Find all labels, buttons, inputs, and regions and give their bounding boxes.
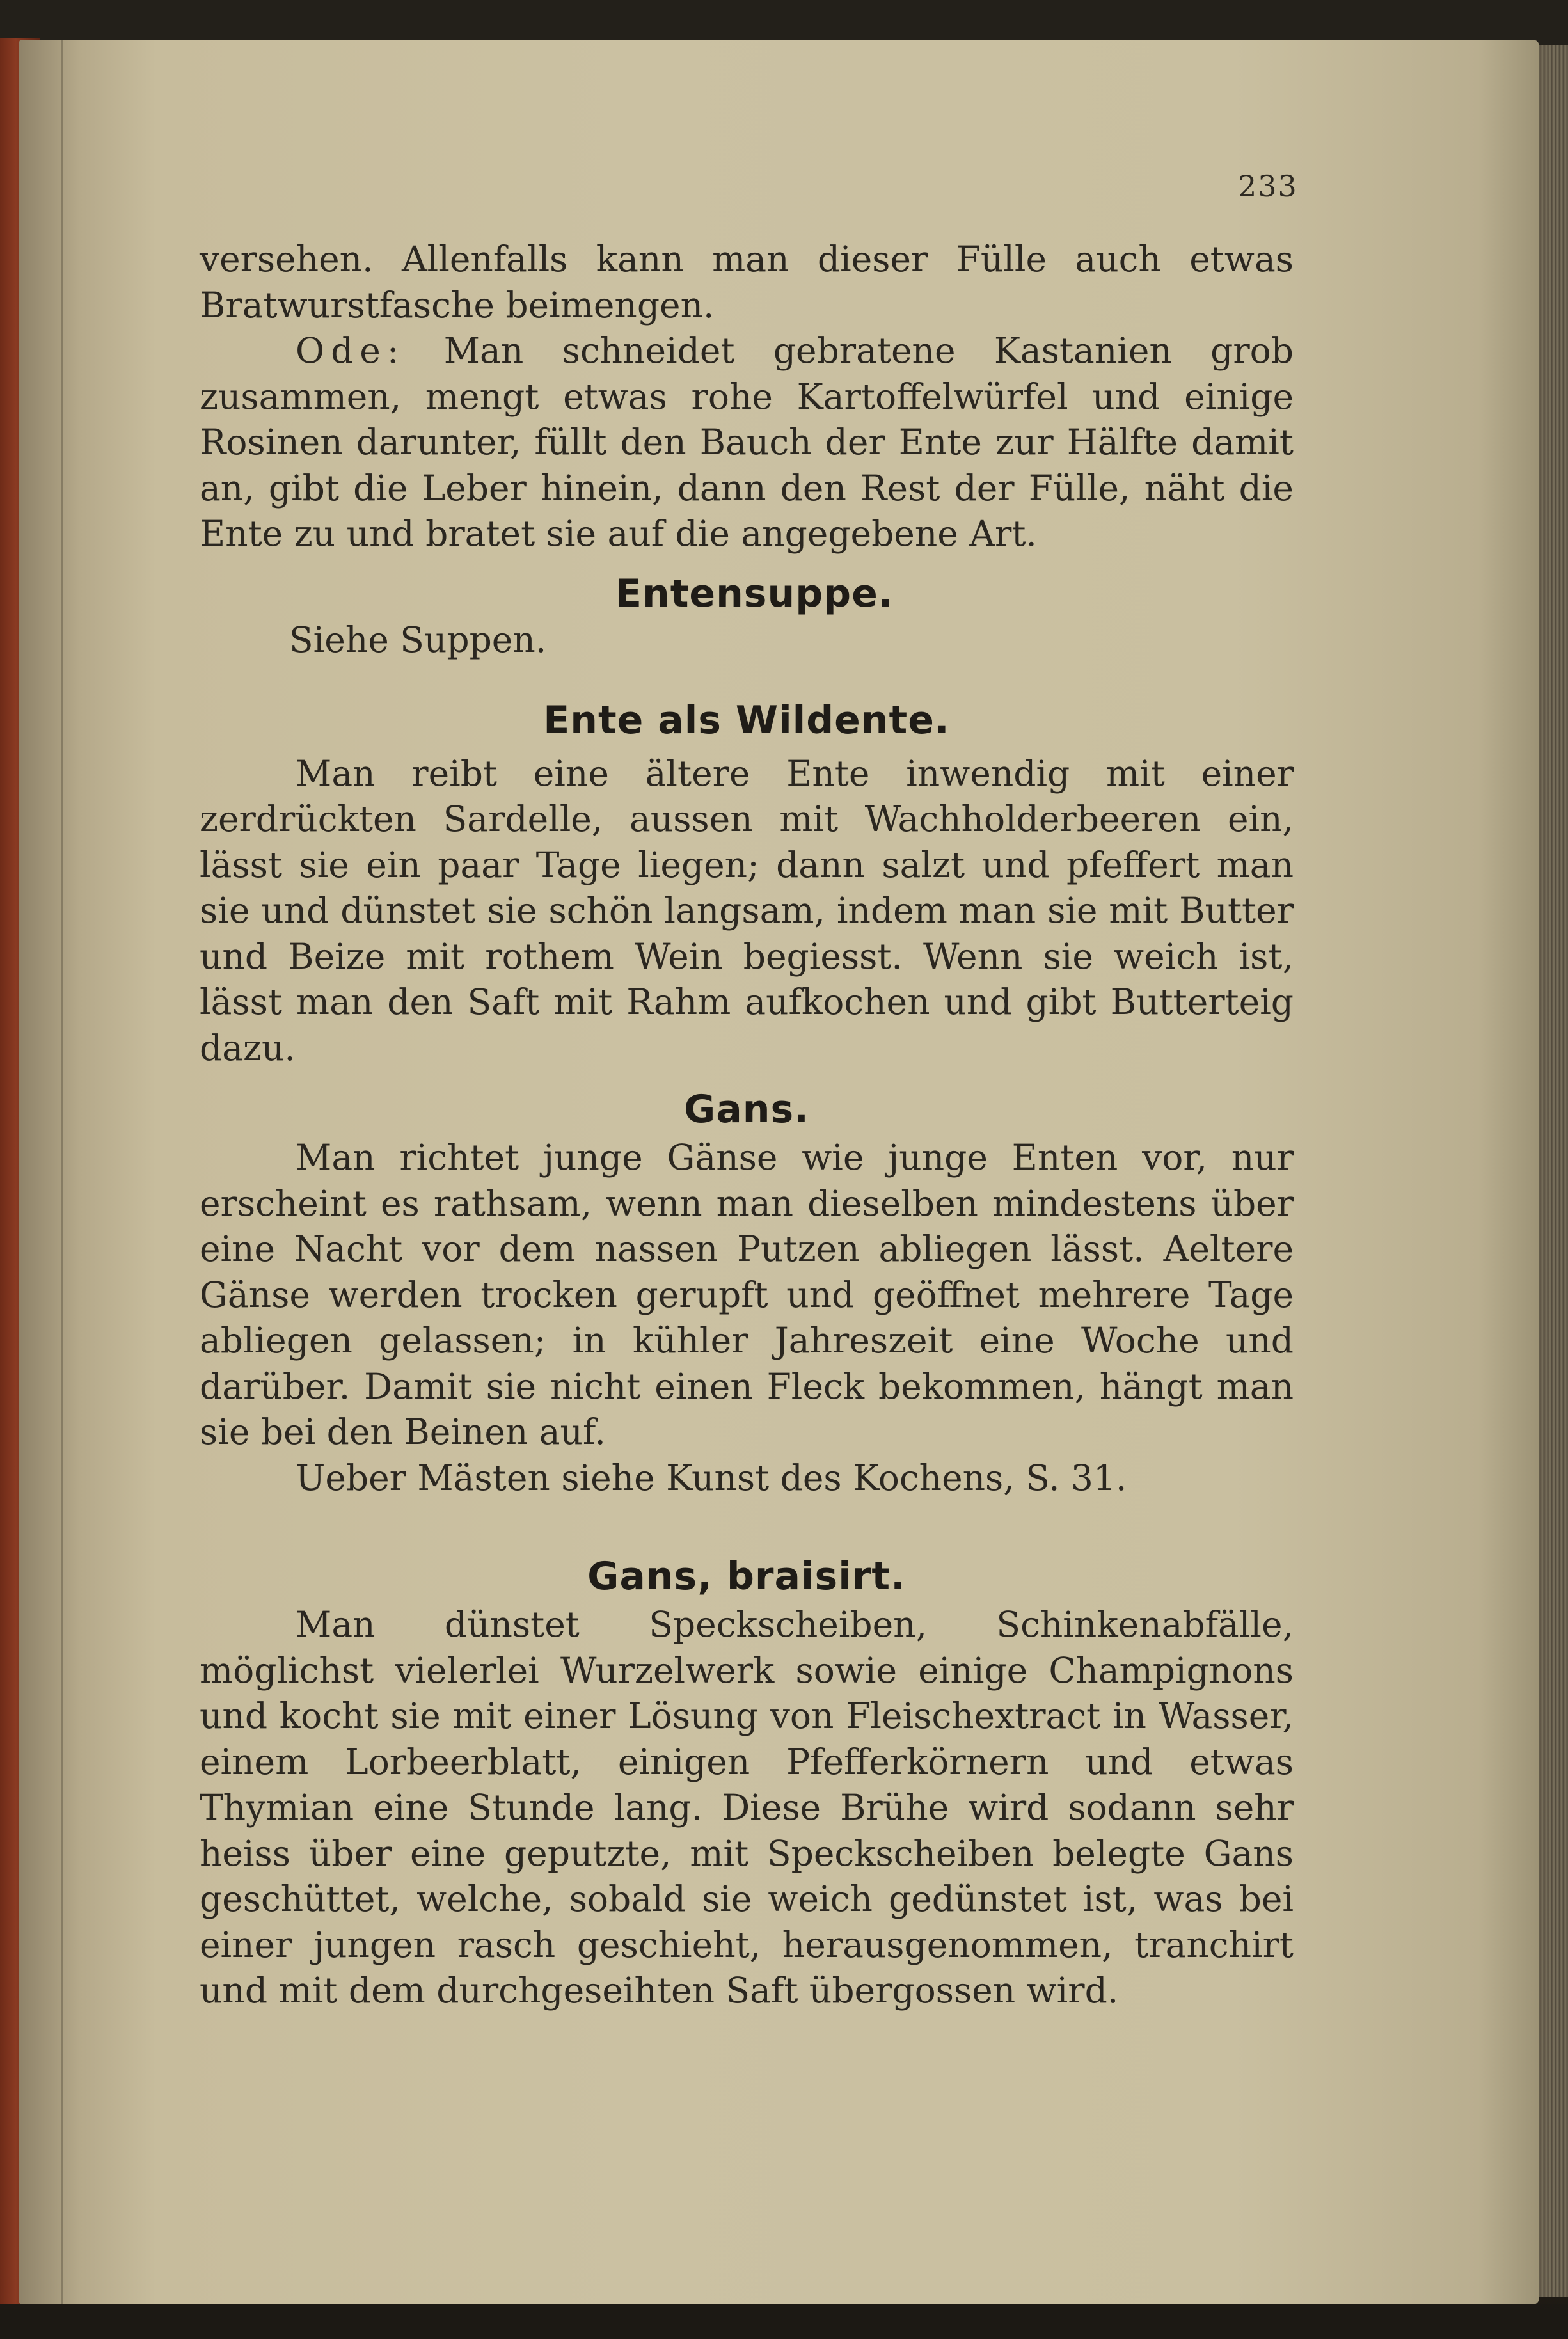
heading-gans-braisirt: Gans, braisirt. — [587, 1554, 906, 1599]
gutter-fold — [61, 40, 63, 2304]
page-body — [200, 237, 1294, 2014]
gans-paragraph: Man richtet junge Gänse wie junge Enten vor, nur erscheint es rathsam, wenn man dieselben mindestens über eine Nacht vor dem nassen Putzen abliegen lässt. Aeltere Gänse werden trocken gerupft und geöffnet mehrere Tage abliegen gelassen; in kühler Jahreszeit eine Woche und darüber. Damit sie nicht einen Fleck bekommen, hängt man sie bei den Beinen auf. — [200, 1137, 1294, 1452]
heading-ente-als-wildente: Ente als Wildente. — [543, 697, 950, 743]
alternative-lead: Ode: — [296, 330, 406, 371]
intro-paragraph: versehen. Allenfalls kann man dieser Fülle auch etwas Bratwurstfasche beimengen. — [200, 239, 1294, 326]
alternative-text: Man schneidet gebratene Kastanien grob zusammen, mengt etwas rohe Kartoffelwürfel und einige Rosinen darunter, füllt den Bauch der Ente zur Hälfte damit an, gibt die Leber hinein, dann den Rest der Fülle, näht die Ente zu und bratet sie auf die angegebene Art. — [200, 330, 1294, 554]
scan-bottom-border — [0, 2304, 1568, 2339]
heading-gans: Gans. — [684, 1087, 809, 1132]
alternative-paragraph — [200, 328, 1294, 557]
entensuppe-reference: Siehe Suppen. — [289, 619, 547, 660]
heading-entensuppe: Entensuppe. — [615, 571, 894, 616]
wildente-paragraph: Man reibt eine ältere Ente inwendig mit einer zerdrückten Sardelle, aussen mit Wachholderbeeren ein, lässt sie ein paar Tage liegen; dann salzt und pfeffert man sie und dünstet sie schön langsam, indem man sie mit Butter und Beize mit rothem Wein begiesst. Wenn sie weich ist, lässt man den Saft mit Rahm aufkochen und gibt Butterteig dazu. — [200, 752, 1294, 1068]
page-number: 233 — [1238, 169, 1298, 203]
gans-braisirt-paragraph: Man dünstet Speckscheiben, Schinkenabfälle, möglichst vielerlei Wurzelwerk sowie einige Champignons und kocht sie mit einer Lösung von Fleischextract in Wasser, einem Lorbeerblatt, einigen Pfefferkörnern und etwas Thymian eine Stunde lang. Diese Brühe wird sodann sehr heiss über eine geputzte, mit Speckscheiben belegte Gans geschüttet, welche, sobald sie weich gedünstet ist, was bei einer jungen rasch geschieht, herausgenommen, tranchirt und mit dem durchgeseihten Saft übergossen wird. — [200, 1604, 1294, 2011]
gans-reference: Ueber Mästen siehe Kunst des Kochens, S. 31. — [296, 1457, 1127, 1498]
